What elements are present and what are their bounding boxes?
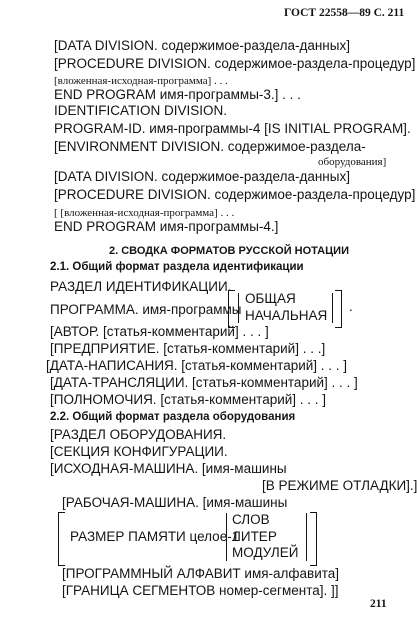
line-data-division-4: [DATA DIVISION. содержимое-раздела-данных]	[54, 169, 350, 184]
enterprise-line: [ПРЕДПРИЯТИЕ. [статья-комментарий] . . .]	[50, 341, 326, 356]
mem-left-brace	[226, 513, 231, 561]
debug-mode-line: [В РЕЖИМЕ ОТЛАДКИ].]	[262, 478, 417, 493]
page-header: ГОСТ 22558—89 С. 211	[284, 7, 405, 19]
mem-right-bracket	[310, 512, 317, 566]
page-number: 211	[370, 598, 387, 610]
env-division-line: [РАЗДЕЛ ОБОРУДОВАНИЯ.	[50, 427, 227, 442]
line-end-program-4: END PROGRAM имя-программы-4.]	[54, 219, 279, 234]
line-procedure-division-3: [PROCEDURE DIVISION. содержимое-раздела-процедур]	[54, 56, 416, 71]
source-computer-line: [ИСХОДНАЯ-МАШИНА. [имя-машины	[50, 461, 287, 476]
line-program-id-4: PROGRAM-ID. имя-программы-4 [IS INITIAL PROGRAM].	[54, 121, 411, 136]
mem-right-brace	[302, 513, 307, 561]
mem-left-bracket	[58, 512, 65, 566]
line-nested-program-3: [вложенная-исходная-программа] . . .	[54, 75, 228, 87]
left-bracket	[228, 290, 235, 328]
subsection-2-2: 2.2. Общий формат раздела оборудования	[50, 411, 296, 423]
right-brace	[328, 293, 333, 323]
date-written-line: [ДАТА-НАПИСАНИЯ. [статья-комментарий] . . . ]	[46, 358, 348, 373]
line-environment-cont: оборудования]	[318, 156, 387, 168]
line-end-program-3: END PROGRAM имя-программы-3.] . . .	[54, 87, 301, 102]
option-common: ОБЩАЯ	[245, 291, 296, 306]
line-data-division-3: [DATA DIVISION. содержимое-раздела-данных]	[54, 38, 350, 53]
security-line: [ПОЛНОМОЧИЯ. [статья-комментарий] . . . ]	[50, 392, 327, 407]
section-title: 2. СВОДКА ФОРМАТОВ РУССКОЙ НОТАЦИИ	[109, 245, 349, 257]
line-identification-division: IDENTIFICATION DIVISION.	[54, 103, 228, 118]
segment-limit-line: [ГРАНИЦА СЕГМЕНТОВ номер-сегмента]. ]]	[62, 583, 339, 598]
date-compiled-line: [ДАТА-ТРАНСЛЯЦИИ. [статья-комментарий] . . . ]	[50, 375, 358, 390]
left-brace	[238, 293, 243, 323]
memory-size-line: РАЗМЕР ПАМЯТИ целое-1	[70, 529, 240, 544]
author-line: [АВТОР. [статья-комментарий] . . . ]	[50, 324, 269, 339]
id-division-line: РАЗДЕЛ ИДЕНТИФИКАЦИИ.	[50, 279, 232, 294]
config-section-line: [СЕКЦИЯ КОНФИГУРАЦИИ.	[50, 444, 228, 459]
program-line-tail: .	[349, 299, 353, 314]
option-modules: МОДУЛЕЙ	[232, 545, 299, 560]
option-words: СЛОВ	[232, 512, 270, 527]
line-nested-program-4: [ [вложенная-исходная-программа] . . .	[54, 207, 235, 219]
object-computer-line: [РАБОЧАЯ-МАШИНА. [имя-машины	[62, 495, 288, 510]
alphabet-line: [ПРОГРАММНЫЙ АЛФАВИТ имя-алфавита]	[62, 566, 340, 581]
line-environment-division: [ENVIRONMENT DIVISION. содержимое-раздела-	[54, 139, 366, 154]
option-chars: ЛИТЕР	[232, 529, 277, 544]
subsection-2-1: 2.1. Общий формат раздела идентификации	[50, 261, 304, 273]
right-bracket	[335, 290, 342, 328]
option-initial: НАЧАЛЬНАЯ	[245, 308, 328, 323]
program-line: ПРОГРАММА. имя-программы	[50, 302, 242, 317]
line-procedure-division-4: [PROCEDURE DIVISION. содержимое-раздела-процедур]	[54, 187, 416, 202]
